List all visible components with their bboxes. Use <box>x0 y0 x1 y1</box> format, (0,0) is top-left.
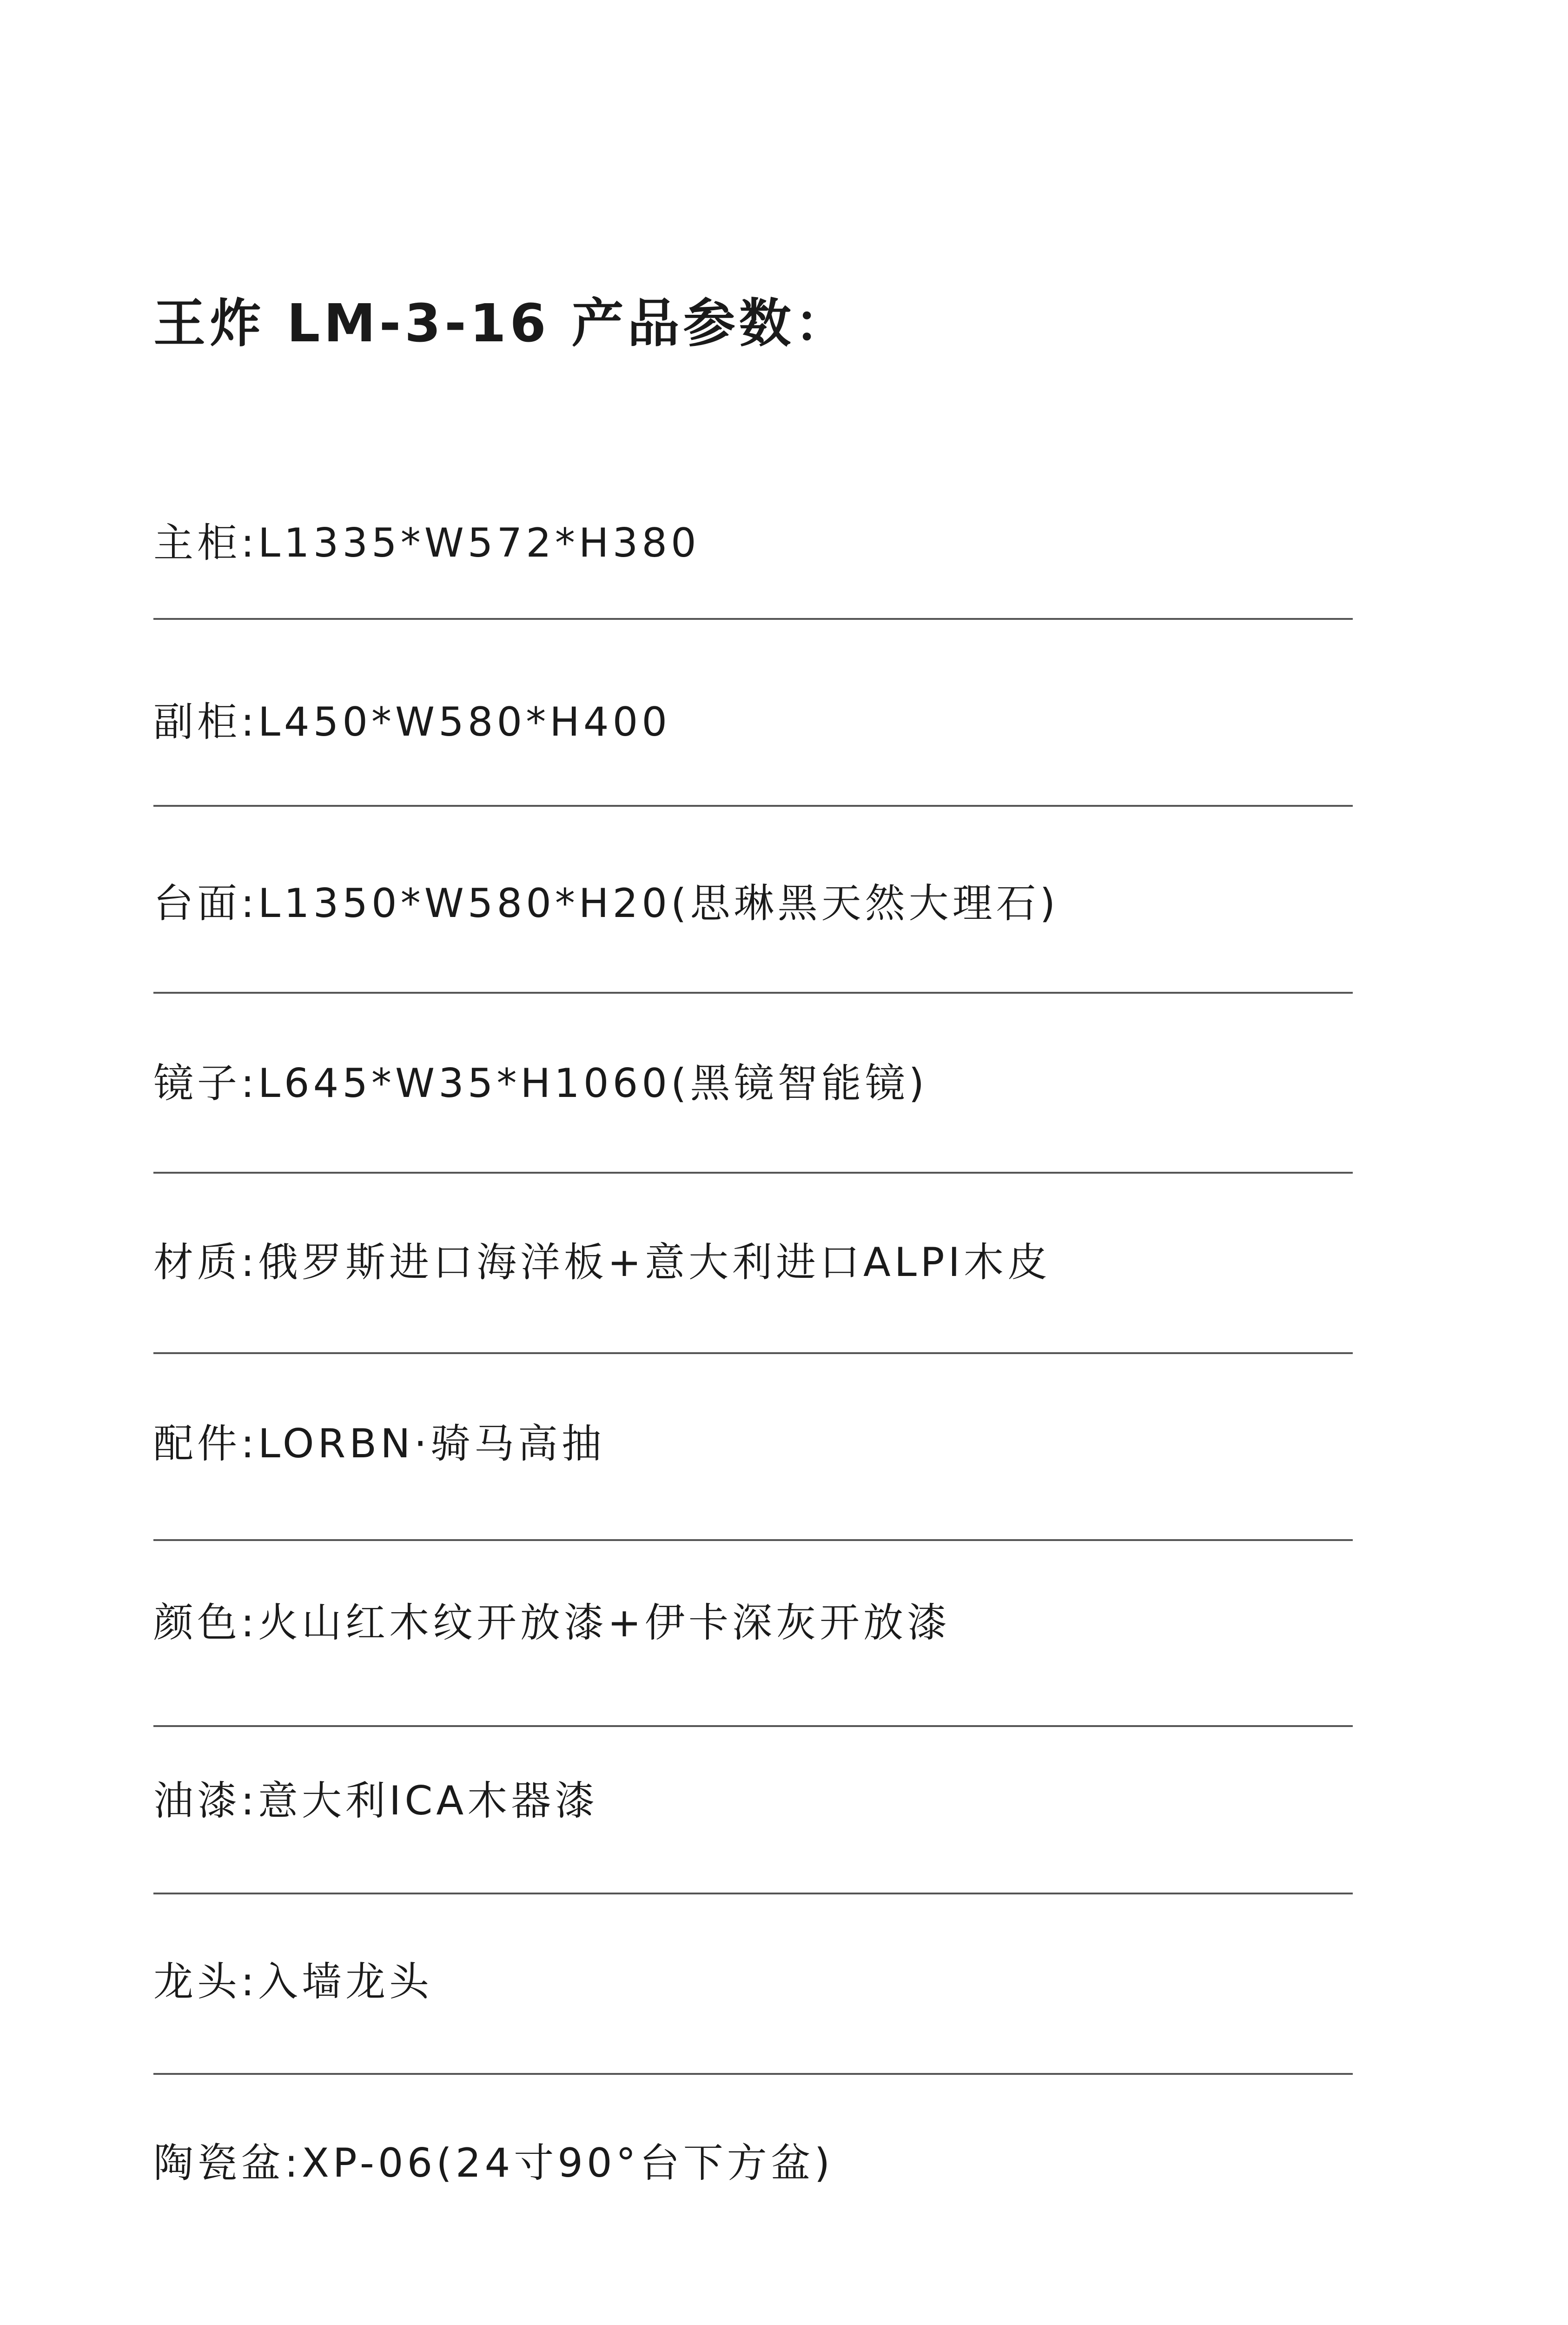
spec-item-side-cabinet <box>153 699 1353 745</box>
row-divider <box>153 992 1353 994</box>
row-divider <box>153 618 1353 620</box>
spec-item-basin <box>153 2140 1353 2186</box>
spec-item-paint <box>153 1778 1353 1824</box>
spec-item-label: 配件:LORBN·骑马高抽 <box>153 1421 605 1467</box>
row-divider <box>153 1725 1353 1727</box>
page-title: 王炸 LM-3-16 产品参数： <box>153 293 851 354</box>
row-divider <box>153 805 1353 807</box>
row-divider <box>153 2073 1353 2075</box>
spec-item-color <box>153 1600 1353 1646</box>
row-divider <box>153 1352 1353 1354</box>
spec-item-faucet <box>153 1959 1353 2005</box>
spec-item-label: 主柜:L1335*W572*H380 <box>153 520 700 566</box>
spec-item-main-cabinet <box>153 520 1353 566</box>
spec-item-label: 颜色:火山红木纹开放漆+伊卡深灰开放漆 <box>153 1600 951 1646</box>
row-divider <box>153 1539 1353 1541</box>
spec-item-label: 龙头:入墙龙头 <box>153 1959 433 2005</box>
row-divider <box>153 1893 1353 1894</box>
spec-item-label: 材质:俄罗斯进口海洋板+意大利进口ALPI木皮 <box>153 1239 1052 1286</box>
spec-item-hardware <box>153 1421 1353 1467</box>
spec-item-label: 陶瓷盆:XP-06(24寸90°台下方盆) <box>153 2140 834 2186</box>
spec-item-material <box>153 1239 1353 1286</box>
spec-item-mirror <box>153 1060 1353 1107</box>
spec-item-label: 油漆:意大利ICA木器漆 <box>153 1778 599 1824</box>
spec-item-countertop <box>153 880 1353 927</box>
spec-item-label: 台面:L1350*W580*H20(思琳黑天然大理石) <box>153 880 1059 927</box>
spec-item-label: 镜子:L645*W35*H1060(黑镜智能镜) <box>153 1060 928 1107</box>
row-divider <box>153 1172 1353 1174</box>
spec-item-label: 副柜:L450*W580*H400 <box>153 699 671 745</box>
